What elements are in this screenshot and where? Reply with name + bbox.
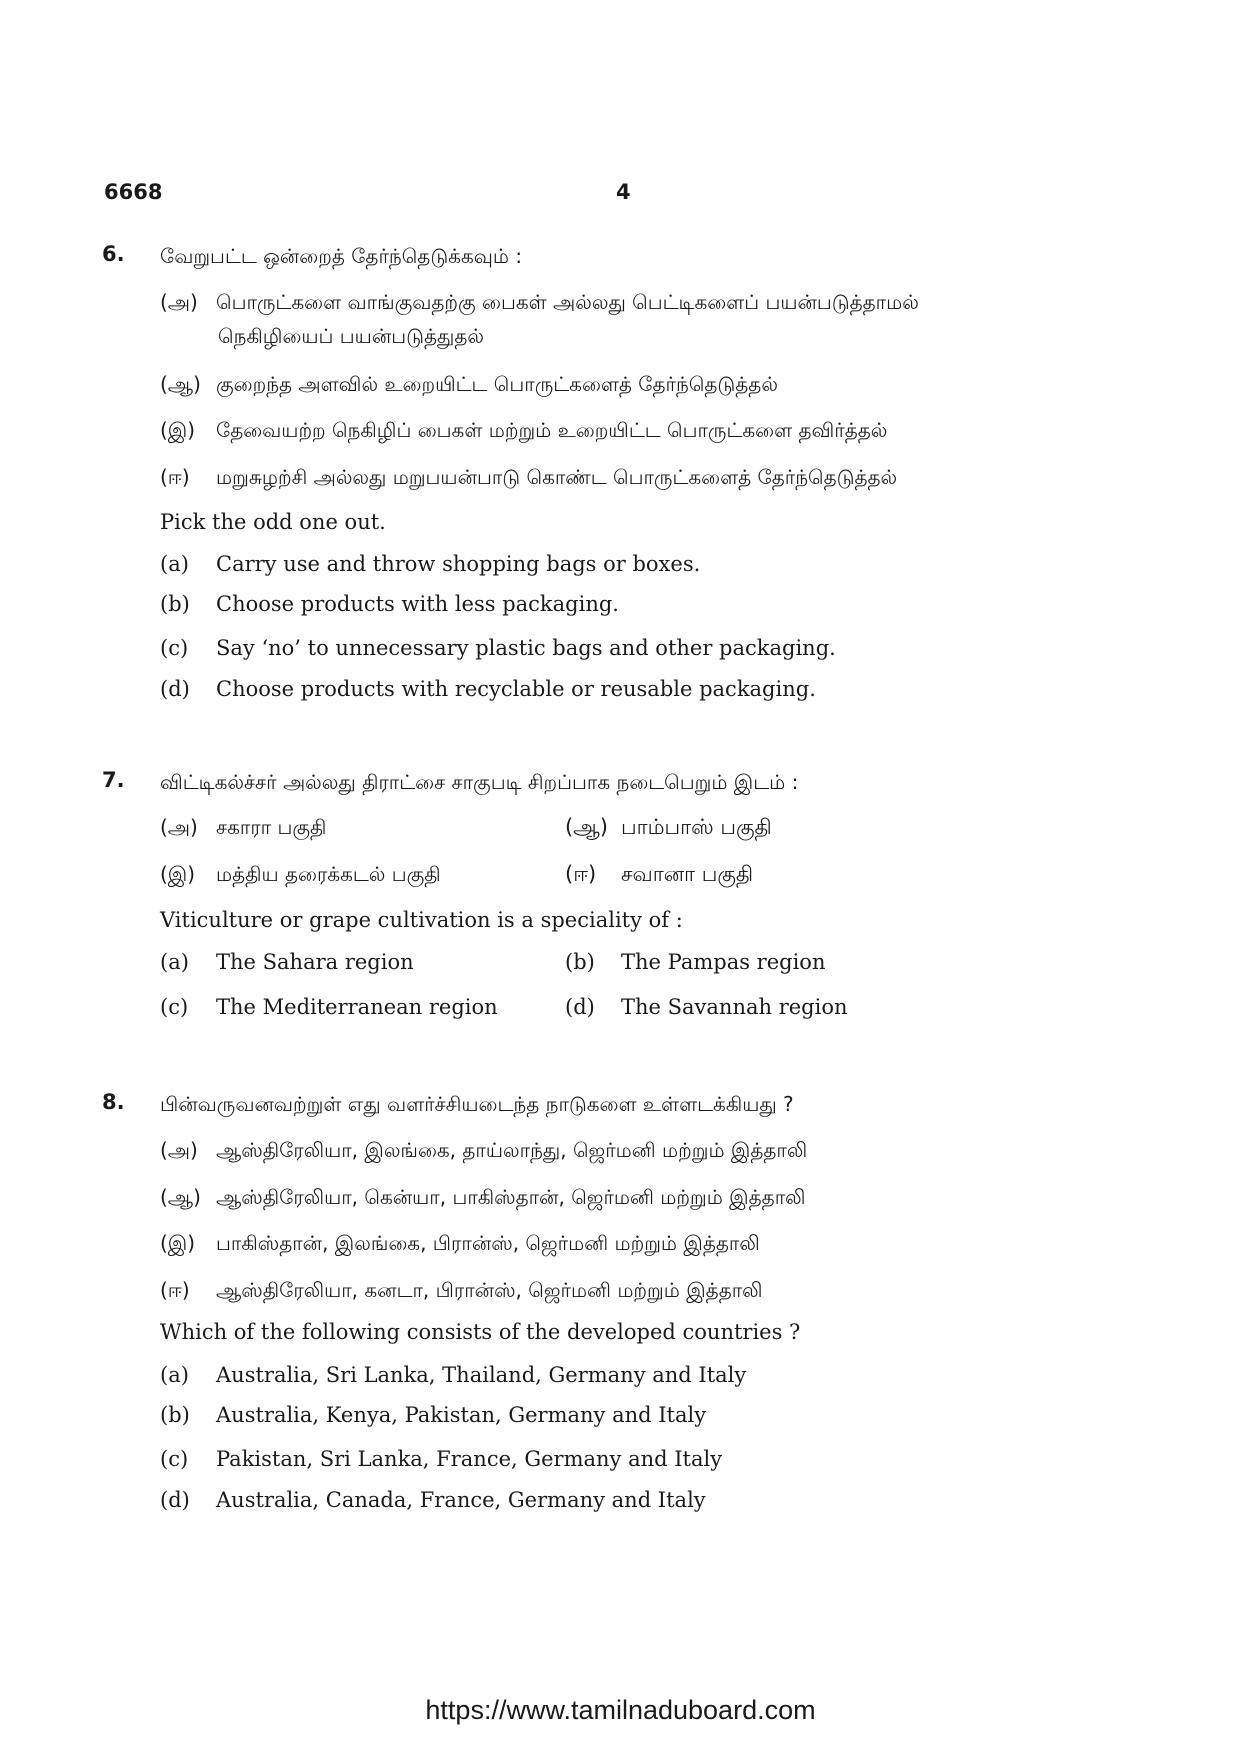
english-option (565, 950, 825, 974)
tamil-option (160, 1185, 806, 1212)
option-label: (இ) (160, 1231, 196, 1255)
english-option (160, 1403, 706, 1427)
question-number: 8. (102, 1090, 125, 1114)
english-option (160, 636, 836, 660)
question-number: 6. (102, 242, 125, 266)
option-text: ஆஸ்திரேலியா, இலங்கை, தாய்லாந்து, ஜெர்மனி மற்றும் இத்தாலி (216, 1138, 808, 1162)
paper-code: 6668 (104, 180, 163, 204)
english-option (160, 950, 414, 974)
option-label: (ஆ) (565, 815, 608, 839)
option-label: (d) (160, 1488, 190, 1512)
option-label: (ஈ) (160, 465, 190, 489)
footer-url: https://www.tamilnaduboard.com (425, 1695, 816, 1725)
tamil-option (160, 290, 919, 317)
option-text: சவானா பகுதி (621, 862, 754, 886)
option-label: (a) (160, 552, 189, 576)
english-option (160, 1447, 722, 1471)
option-label: (a) (160, 1363, 189, 1387)
tamil-option (160, 1278, 763, 1305)
english-option (160, 1363, 746, 1387)
option-label: (அ) (160, 815, 198, 839)
tamil-option (160, 372, 778, 399)
english-question: Viticulture or grape cultivation is a speciality of : (160, 908, 683, 932)
option-text: The Pampas region (621, 950, 826, 974)
option-label: (ஆ) (160, 372, 201, 396)
option-text: Australia, Canada, France, Germany and Italy (216, 1488, 706, 1512)
tamil-option (565, 862, 753, 889)
option-text: சகாரா பகுதி (216, 815, 327, 839)
tamil-option (565, 815, 772, 842)
option-label: (b) (160, 592, 190, 616)
option-label: (b) (160, 1403, 190, 1427)
option-label: (c) (160, 636, 189, 660)
option-text: பாகிஸ்தான், இலங்கை, பிரான்ஸ், ஜெர்மனி மற்றும் இத்தாலி (216, 1231, 760, 1255)
option-text: பாம்பாஸ் பகுதி (621, 815, 772, 839)
option-text: ஆஸ்திரேலியா, கனடா, பிரான்ஸ், ஜெர்மனி மற்றும் இத்தாலி (216, 1278, 763, 1302)
tamil-option (160, 1138, 807, 1165)
option-text: ஆஸ்திரேலியா, கென்யா, பாகிஸ்தான், ஜெர்மனி மற்றும் இத்தாலி (216, 1185, 806, 1209)
option-text: Choose products with recyclable or reusable packaging. (216, 677, 816, 701)
english-option (160, 552, 700, 576)
tamil-option (160, 862, 441, 889)
tamil-option-continued: நெகிழியைப் பயன்படுத்துதல் (218, 324, 484, 348)
english-option (160, 995, 498, 1019)
tamil-question: பின்வருவனவற்றுள் எது வளர்ச்சியடைந்த நாடுகளை உள்ளடக்கியது ? (160, 1092, 794, 1116)
option-text: The Mediterranean region (216, 995, 498, 1019)
option-label: (d) (565, 995, 595, 1019)
option-text: The Savannah region (621, 995, 848, 1019)
tamil-question: வேறுபட்ட ஒன்றைத் தேர்ந்தெடுக்கவும் : (160, 244, 523, 268)
option-label: (அ) (160, 290, 198, 314)
option-text: குறைந்த அளவில் உறையிட்ட பொருட்களைத் தேர்ந்தெடுத்தல் (216, 372, 778, 396)
option-text: தேவையற்ற நெகிழிப் பைகள் மற்றும் உறையிட்ட பொருட்களை தவிர்த்தல் (216, 418, 888, 442)
english-option (160, 677, 816, 701)
english-option (160, 592, 619, 616)
option-text: மத்திய தரைக்கடல் பகுதி (216, 862, 441, 886)
english-option (565, 995, 848, 1019)
option-label: (c) (160, 995, 189, 1019)
tamil-option (160, 418, 887, 445)
option-label: (இ) (160, 418, 196, 442)
english-question: Which of the following consists of the developed countries ? (160, 1320, 801, 1344)
option-text: Australia, Kenya, Pakistan, Germany and Italy (216, 1403, 707, 1427)
tamil-option (160, 1231, 760, 1258)
option-text: Pakistan, Sri Lanka, France, Germany and Italy (216, 1447, 723, 1471)
option-label: (d) (160, 677, 190, 701)
tamil-question: விட்டிகல்ச்சர் அல்லது திராட்சை சாகுபடி சிறப்பாக நடைபெறும் இடம் : (160, 770, 799, 794)
option-text: Australia, Sri Lanka, Thailand, Germany and Italy (216, 1363, 747, 1387)
option-text: மறுசுழற்சி அல்லது மறுபயன்பாடு கொண்ட பொருட்களைத் தேர்ந்தெடுத்தல் (216, 465, 898, 489)
option-text: The Sahara region (216, 950, 414, 974)
option-label: (ஆ) (160, 1185, 201, 1209)
english-option (160, 1488, 706, 1512)
option-text: Carry use and throw shopping bags or boxes. (216, 552, 701, 576)
page-number: 4 (616, 180, 631, 204)
tamil-option (160, 815, 326, 842)
option-label: (இ) (160, 862, 196, 886)
option-text: Choose products with less packaging. (216, 592, 619, 616)
question-number: 7. (102, 768, 125, 792)
option-label: (c) (160, 1447, 189, 1471)
tamil-option (160, 465, 897, 492)
option-text: Say ‘no’ to unnecessary plastic bags and other packaging. (216, 636, 836, 660)
english-question: Pick the odd one out. (160, 510, 386, 534)
option-label: (a) (160, 950, 189, 974)
option-label: (ஈ) (565, 862, 597, 886)
option-label: (b) (565, 950, 595, 974)
option-label: (அ) (160, 1138, 198, 1162)
option-text: பொருட்களை வாங்குவதற்கு பைகள் அல்லது பெட்டிகளைப் பயன்படுத்தாமல் (216, 290, 919, 314)
page-header (104, 180, 1144, 210)
option-label: (ஈ) (160, 1278, 190, 1302)
